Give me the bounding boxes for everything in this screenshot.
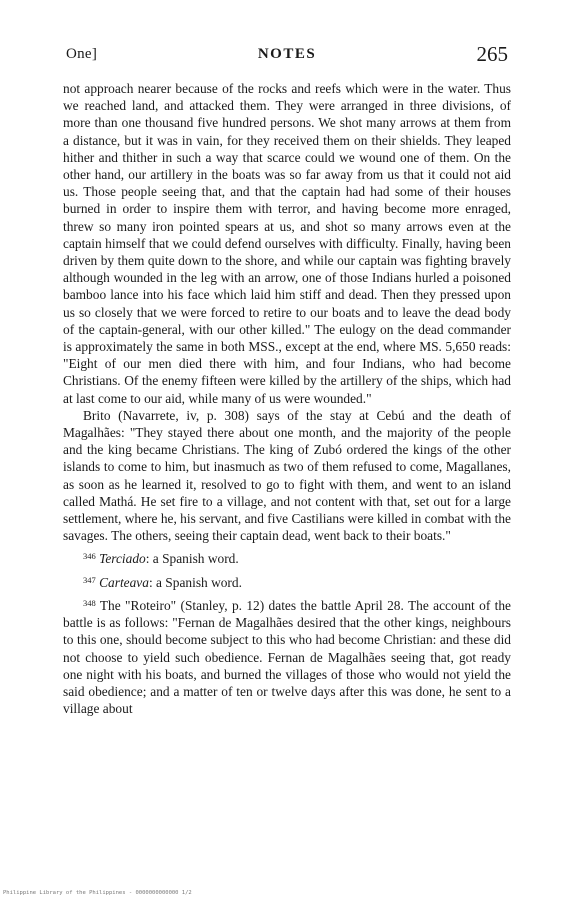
note-number: 347	[83, 574, 96, 585]
note-348	[63, 597, 511, 717]
note-term: Terciado	[99, 551, 146, 567]
page-body	[63, 80, 511, 717]
note-number: 346	[83, 551, 96, 562]
header-section-label: One]	[66, 46, 98, 62]
note-347	[63, 574, 511, 591]
header-title: NOTES	[257, 46, 317, 62]
note-text: : a Spanish word.	[145, 551, 239, 567]
paragraph-brito: Brito (Navarrete, iv, p. 308) says of the stay at Cebú and the death of Magalhães: "They stayed there about one month, and the majority of the people and the king became Christians. The king of Zubó ordered the kings of the other islands to come to him, but inasmuch as two of them refused to come, Magallanes, as soon as he learned it, resolved to go to fight with them, and went to an island called Mathá. He set fire to a village, and not content with that, set out for a large settlement, where he, his servant, and five Castilians were killed in combat with the savages. The others, seeing their captain dead, went back to their boats."	[63, 407, 511, 544]
note-term: Carteava	[99, 574, 149, 590]
note-number: 348	[83, 597, 96, 608]
running-header	[66, 44, 508, 70]
paragraph-continuation: not approach nearer because of the rocks and reefs which were in the water. Thus we reached land, and attacked them. They were arranged in three divisions, of more than one thousand five hundred persons. We shot many arrows at them from a distance, but it was in vain, for they received them on their shields. They leaped hither and thither in such a way that scarce could we wound one of them. On the other hand, our artillery in the boats was so far away from us that it could not aid us. Those people seeing that, and that the captain had had some of their houses burned in order to inspire them with terror, and having become more enraged, threw so many iron pointed spears at us, and shot so many arrows even at the captain himself that we could defend ourselves with difficulty. Finally, having been driven by them quite down to the shore, and while our captain was fighting bravely although wounded in the leg with an arrow, one of those Indians hurled a poisoned bamboo lance into his face which laid him stiff and dead. Then they pressed upon us so closely that we were forced to retire to our boats and to leave the dead body of the captain-general, with our other killed." The eulogy on the dead commander is approximately the same in both MSS., except at the end, where MS. 5,650 reads: "Eight of our men died there with him, and four Indians, who had become Christians. Of the enemy fifteen were killed by the artillery of the ships, which had at last come to our aid, while many of us were wounded."	[63, 81, 511, 406]
note-text: : a Spanish word.	[148, 574, 242, 590]
note-346	[63, 550, 511, 567]
scan-footer: Philippine Library of the Philippines - 0000000000000 1/2	[3, 890, 192, 896]
note-text: The "Roteiro" (Stanley, p. 12) dates the battle April 28. The account of the battle is as follows: "Fernan de Magalhães desired that the other kings, neighbours to this one, should become subject to this who had become Christian: and these did not choose to yield such obedience. Fernan de Magalhães seeing that, got ready one night with his boats, and burned the villages of those who would not yield the said obedience; and a matter of ten or twelve days after this was done, he sent to a village about	[63, 597, 511, 717]
page-number: 265	[476, 42, 508, 66]
